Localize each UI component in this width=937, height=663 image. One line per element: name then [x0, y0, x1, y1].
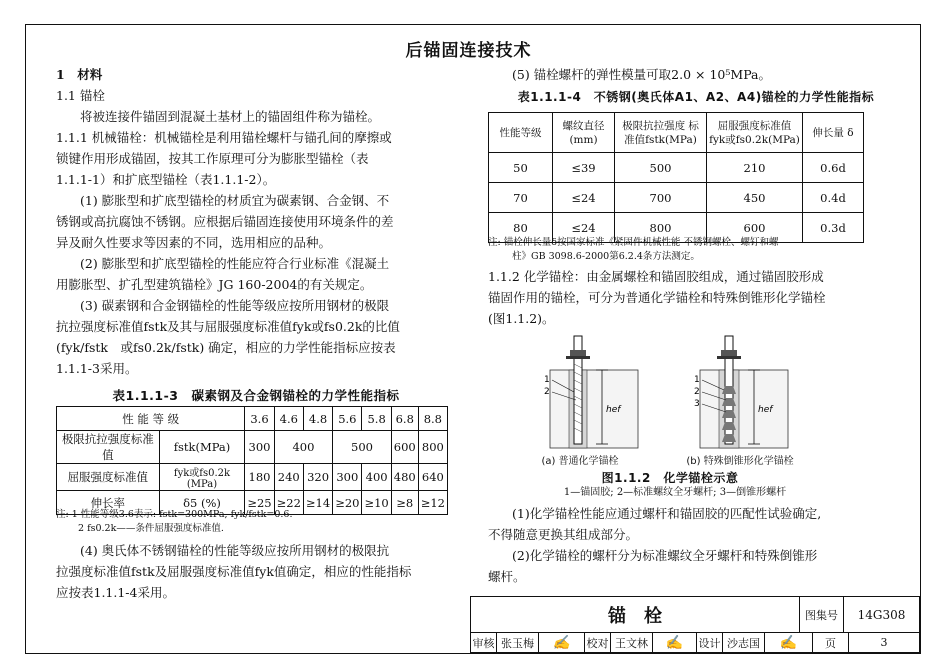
table-cell: 屈服强度标准值: [57, 464, 160, 491]
reviewer-signature: ✍: [539, 633, 585, 653]
table-cell: 极限抗拉强度标准值: [57, 431, 160, 464]
table-cell: 5.8: [362, 407, 391, 431]
table-cell: ≥10: [362, 491, 391, 515]
paragraph: (4) 奥氏体不锈钢锚栓的性能等级应按所用钢材的极限抗: [80, 543, 390, 558]
table-cell: 0.4d: [803, 183, 864, 213]
table-stainless-steel: [488, 112, 864, 243]
paragraph: 拉强度标准值fstk及屈服强度标准值fyk值确定，相应的性能指标: [56, 564, 412, 579]
table-cell: 6.8: [391, 407, 418, 431]
paragraph: (fyk/fstk 或fs0.2k/fstk) 确定，相应的力学性能指标应按表: [56, 340, 396, 355]
atlas-number: 14G308: [844, 597, 920, 633]
review-label: 审核: [471, 633, 497, 653]
subsection-heading: 1.1 锚栓: [56, 88, 105, 103]
paragraph: (图1.1.2)。: [488, 311, 555, 326]
table-cell: 80: [489, 213, 553, 243]
paragraph: 不得随意更换其组成部分。: [488, 527, 639, 542]
table-cell: 500: [333, 431, 392, 464]
table-cell: 800: [615, 213, 707, 243]
design-label: 设计: [697, 633, 723, 653]
table-cell: 300: [333, 464, 362, 491]
table-cell: 4.6: [274, 407, 303, 431]
table-cell: ≥14: [303, 491, 332, 515]
paragraph: 锚固作用的锚栓，可分为普通化学锚栓和特殊倒锥形化学锚栓: [488, 290, 826, 305]
table-caption: 表1.1.1-3 碳素钢及合金钢锚栓的力学性能指标: [112, 388, 400, 403]
figure-legend: 1—锚固胶; 2—标准螺纹全牙螺杆; 3—倒锥形螺杆: [563, 487, 787, 498]
table-cell: 300: [245, 431, 274, 464]
paragraph: (1)化学锚栓性能应通过螺杆和锚固胶的匹配性试验确定,: [512, 506, 822, 521]
table-cell: fyk或fs0.2k (MPa): [159, 464, 245, 491]
table-cell: 5.6: [333, 407, 362, 431]
paragraph: 锈钢或高抗腐蚀不锈钢。应根据后锚固连接使用环境条件的差: [56, 214, 394, 229]
right-column-top: [488, 64, 908, 85]
paragraph: 抗拉强度标准值fstk及其与屈服强度标准值fyk或fs0.2k的比值: [56, 319, 400, 334]
paragraph: (2) 膨胀型和扩底型锚栓的性能应符合行业标准《混凝土: [80, 256, 390, 271]
table-cell: 450: [707, 183, 803, 213]
table-notes: [488, 236, 908, 264]
table-cell: 240: [274, 464, 303, 491]
table-cell: ≥8: [391, 491, 418, 515]
table-cell: 800: [418, 431, 447, 464]
table-cell: 210: [707, 153, 803, 183]
label-1: 1: [544, 375, 550, 385]
table-cell: 伸长率: [57, 491, 160, 515]
reviewer-name: 张玉梅: [497, 633, 539, 653]
table-cell: 320: [303, 464, 332, 491]
paragraph: 将被连接件锚固到混凝土基材上的锚固组件称为锚栓。: [80, 109, 381, 124]
table-cell: 480: [391, 464, 418, 491]
section-heading: 1 材料: [56, 67, 103, 82]
paragraph: 1.1.1 机械锚栓：机械锚栓是利用锚栓螺杆与锚孔间的摩擦或: [56, 130, 392, 145]
paragraph: (3) 碳素钢和合金钢锚栓的性能等级应按所用钢材的极限: [80, 298, 390, 313]
washer-a: [566, 356, 590, 359]
table-header-cell: 伸长量 δ: [803, 113, 864, 153]
nut-b: [721, 350, 737, 356]
note: 2 fs0.2k——条件屈服强度标准值.: [78, 523, 224, 534]
table-cell: ≤39: [553, 153, 615, 183]
concrete-block-a: [550, 370, 638, 448]
page-title: 后锚固连接技术: [405, 41, 532, 61]
table-cell: 640: [418, 464, 447, 491]
check-label: 校对: [585, 633, 611, 653]
label-1: 1: [694, 375, 700, 385]
table-cell: 400: [362, 464, 391, 491]
paragraph: (1) 膨胀型和扩底型锚栓的材质宜为碳素钢、合金钢、不: [80, 193, 390, 208]
table-cell: ≥12: [418, 491, 447, 515]
table-header-cell: 极限抗拉强度 标准值fstk(MPa): [615, 113, 707, 153]
paragraph: 用膨胀型、扩孔型建筑锚栓》JG 160-2004的有关规定。: [56, 277, 373, 292]
left-column-bottom: [56, 540, 466, 603]
table-cell: 180: [245, 464, 274, 491]
table-cell: 性 能 等 级: [57, 407, 245, 431]
right-column-bottom: [488, 503, 908, 587]
table-header-cell: 螺纹直径 (mm): [553, 113, 615, 153]
table-header-cell: 性能等级: [489, 113, 553, 153]
designer-signature: ✍: [765, 633, 813, 653]
atlas-label: 图集号: [800, 597, 844, 633]
label-2: 2: [544, 387, 550, 397]
table-notes: [56, 508, 456, 536]
table-cell: 600: [391, 431, 418, 464]
washer-b: [717, 356, 741, 359]
note: 注: 1 性能等级3.6表示: fstk=300MPa, fyk/fstk=0.6.: [56, 509, 293, 520]
table-cell: ≥20: [333, 491, 362, 515]
table-cell: ≤24: [553, 213, 615, 243]
label-3: 3: [694, 399, 700, 409]
chemical-anchor-figure: [520, 330, 820, 450]
hef-label: hef: [606, 405, 621, 415]
left-column: [56, 64, 456, 379]
paragraph: 锁键作用形成锚固，按其工作原理可分为膨胀型锚栓（表: [56, 151, 369, 166]
paragraph: 应按表1.1.1-4采用。: [56, 585, 175, 600]
title-block: [470, 596, 921, 654]
figure-sublabel-a: (a) 普通化学锚栓: [541, 456, 619, 467]
nut-a: [570, 350, 586, 356]
checker-signature: ✍: [653, 633, 697, 653]
hef-label: hef: [758, 405, 773, 415]
table-cell: fstk(MPa): [159, 431, 245, 464]
figure-caption: 图1.1.2 化学锚栓示意: [601, 471, 739, 485]
table-cell: 700: [615, 183, 707, 213]
label-2: 2: [694, 387, 700, 397]
figure-sublabel-b: (b) 特殊倒锥形化学锚栓: [686, 456, 794, 467]
concrete-block-b: [700, 370, 788, 448]
table-cell: 600: [707, 213, 803, 243]
table-header-cell: 屈服强度标准值 fyk或fs0.2k(MPa): [707, 113, 803, 153]
table-cell: 8.8: [418, 407, 447, 431]
table-cell: 4.8: [303, 407, 332, 431]
page-label: 页: [813, 633, 849, 653]
table-cell: δ5 (%): [159, 491, 245, 515]
table-cell: 400: [274, 431, 333, 464]
table-cell: ≥22: [274, 491, 303, 515]
drawing-name: 锚 栓: [471, 597, 800, 633]
table-cell: 0.3d: [803, 213, 864, 243]
page-number: 3: [849, 633, 920, 653]
table-cell: 3.6: [245, 407, 274, 431]
paragraph: 1.1.1-3采用。: [56, 361, 138, 376]
paragraph: (5) 锚栓螺杆的弹性模量可取2.0 × 10⁵MPa。: [512, 67, 771, 82]
table-cell: 500: [615, 153, 707, 183]
table-cell: ≥25: [245, 491, 274, 515]
paragraph: 1.1.2 化学锚栓：由金属螺栓和锚固胶组成，通过锚固胶形成: [488, 269, 824, 284]
paragraph: 异及耐久性要求等因素的不同，选用相应的品种。: [56, 235, 332, 250]
table-carbon-steel: [56, 406, 448, 515]
right-column-text: [488, 266, 908, 329]
paragraph: 螺杆。: [488, 569, 526, 584]
table-cell: 50: [489, 153, 553, 183]
table-cell: ≤24: [553, 183, 615, 213]
designer-name: 沙志国: [723, 633, 765, 653]
table-cell: 0.6d: [803, 153, 864, 183]
note: 注: 锚栓伸长量δ按国家标准《紧固件机械性能 不锈钢螺栓、螺钉和螺: [488, 237, 779, 248]
table-caption: 表1.1.1-4 不锈钢(奥氏体A1、A2、A4)锚栓的力学性能指标: [517, 90, 875, 104]
table-cell: 70: [489, 183, 553, 213]
checker-name: 王文林: [611, 633, 653, 653]
paragraph: 1.1.1-1）和扩底型锚栓（表1.1.1-2）。: [56, 172, 276, 187]
paragraph: (2)化学锚栓的螺杆分为标准螺纹全牙螺杆和特殊倒锥形: [512, 548, 818, 563]
note: 柱》GB 3098.6-2000第6.2.4条方法测定。: [512, 251, 700, 262]
